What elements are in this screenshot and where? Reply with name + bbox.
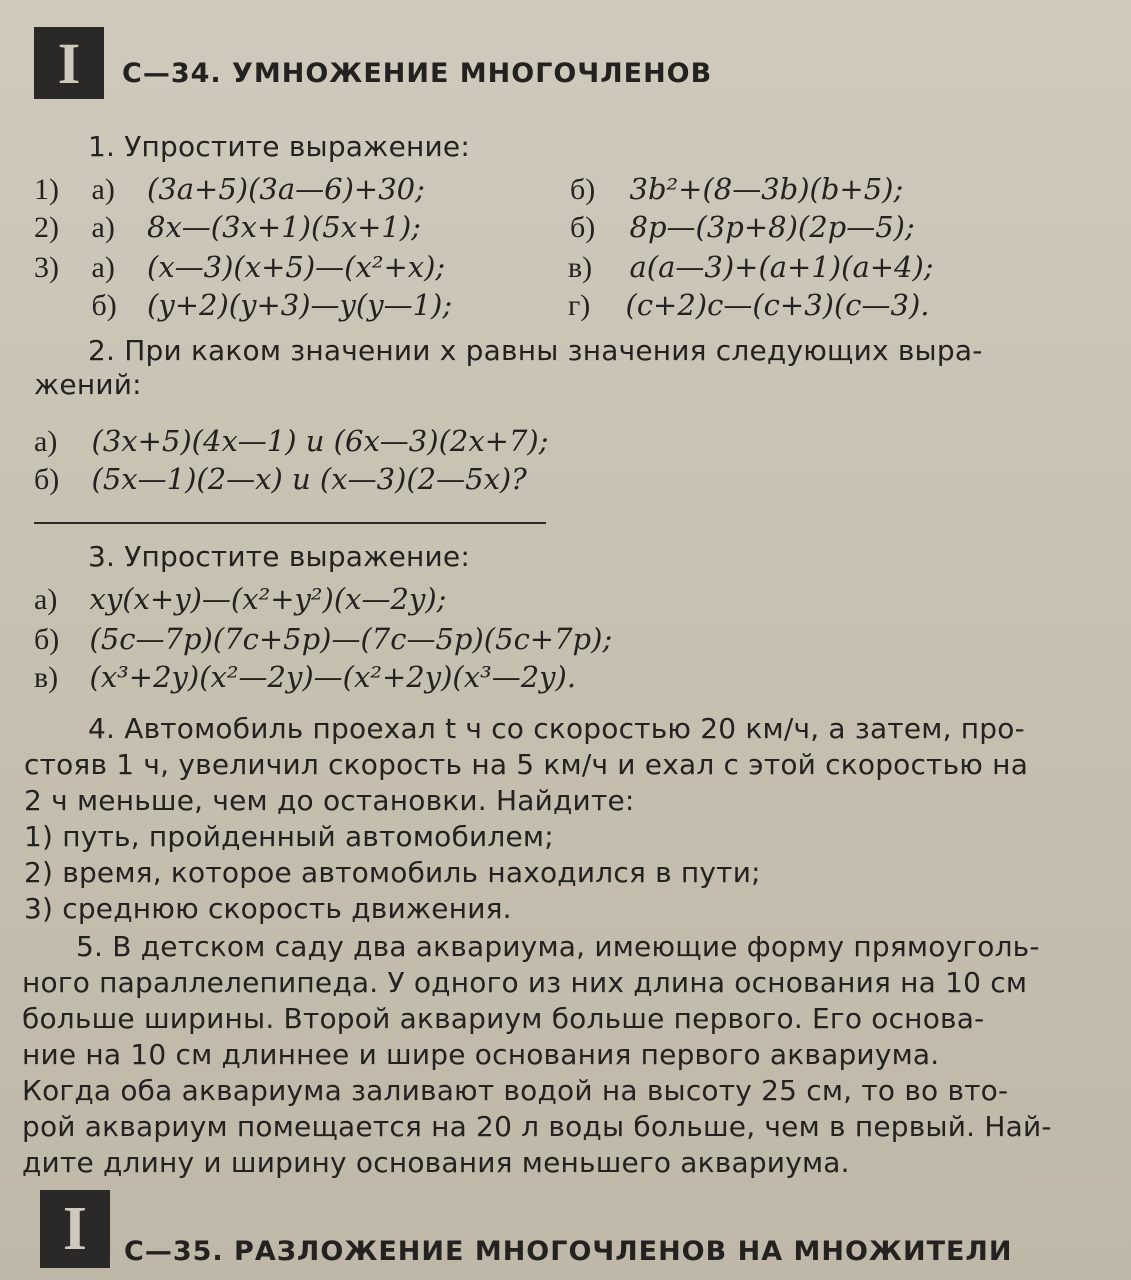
task1-row3: 3) а) (x—3)(x+5)—(x²+x); в) a(a—3)+(a+1)(a+4); [34,250,934,284]
expression: 3b²+(8—3b)(b+5); [629,172,904,206]
task5-line: рой аквариум помещается на 20 л воды больше, чем в первый. Най- [22,1110,1052,1143]
task5-line: больше ширины. Второй аквариум больше первого. Его основа- [22,1002,985,1035]
task2-a: а) (3x+5)(4x—1) и (6x—3)(2x+7); [34,424,549,458]
task4-line: 4. Автомобиль проехал t ч со скоростью 20 км/ч, а затем, про- [88,712,1025,745]
expression: (5c—7p)(7c+5p)—(7c—5p)(5c+7p); [89,622,613,656]
divider [34,522,546,524]
variant-badge-label: I [57,30,81,96]
task5-line: Когда оба аквариума заливают водой на высоту 25 см, то во вто- [22,1074,1009,1107]
task5-line: дите длину и ширину основания меньшего аквариума. [22,1146,850,1179]
task4-line: стояв 1 ч, увеличил скорость на 5 км/ч и ехал с этой скоростью на [24,748,1029,781]
expression: a(a—3)+(a+1)(a+4); [629,250,934,284]
expression: 8x—(3x+1)(5x+1); [147,210,421,244]
task5-line: ного параллелепипеда. У одного из них длина основания на 10 см [22,966,1028,999]
expression: (3x+5)(4x—1) и (6x—3)(2x+7); [91,424,549,458]
task4-line: 2) время, которое автомобиль находился в пути; [24,856,761,889]
section-title: С—35. РАЗЛОЖЕНИЕ МНОГОЧЛЕНОВ НА МНОЖИТЕЛИ [124,1236,1013,1267]
task5-line: 5. В детском саду два аквариума, имеющие форму прямоуголь- [76,930,1040,963]
task4-line: 1) путь, пройденный автомобилем; [24,820,554,853]
expression: (5x—1)(2—x) и (x—3)(2—5x)? [91,462,527,496]
expression: (x—3)(x+5)—(x²+x); [147,250,446,284]
task3-c: в) (x³+2y)(x²—2y)—(x²+2y)(x³—2y). [34,660,577,694]
task4-line: 3) среднюю скорость движения. [24,892,512,925]
task3-heading: 3. Упростите выражение: [88,540,470,573]
expression: (x³+2y)(x²—2y)—(x²+2y)(x³—2y). [89,660,577,694]
task2-b: б) (5x—1)(2—x) и (x—3)(2—5x)? [34,462,527,496]
expression: (c+2)c—(c+3)(c—3). [625,288,930,322]
task3-a: а) xy(x+y)—(x²+y²)(x—2y); [34,582,447,616]
task1-row4: б) (y+2)(y+3)—y(y—1); г) (c+2)c—(c+3)(c—3). [91,288,930,322]
task1-row1: 1) а) (3a+5)(3a—6)+30; б) 3b²+(8—3b)(b+5); [34,172,904,206]
section-title: С—34. УМНОЖЕНИЕ МНОГОЧЛЕНОВ [122,58,713,89]
task2-heading: 2. При каком значении x равны значения следующих выра- [88,334,983,367]
task2-heading-cont: жений: [34,368,142,401]
task1-heading: 1. Упростите выражение: [88,130,470,163]
expression: 8p—(3p+8)(2p—5); [629,210,915,244]
task5-line: ние на 10 см длиннее и шире основания первого аквариума. [22,1038,940,1071]
variant-badge [34,27,104,99]
task4-line: 2 ч меньше, чем до остановки. Найдите: [24,784,635,817]
task1-row2: 2) а) 8x—(3x+1)(5x+1); б) 8p—(3p+8)(2p—5); [34,210,915,244]
expression: xy(x+y)—(x²+y²)(x—2y); [89,582,447,616]
variant-badge-label: I [62,1194,88,1263]
expression: (3a+5)(3a—6)+30; [147,172,425,206]
expression: (y+2)(y+3)—y(y—1); [147,288,453,322]
variant-badge [40,1190,110,1268]
task3-b: б) (5c—7p)(7c+5p)—(7c—5p)(5c+7p); [34,622,613,656]
